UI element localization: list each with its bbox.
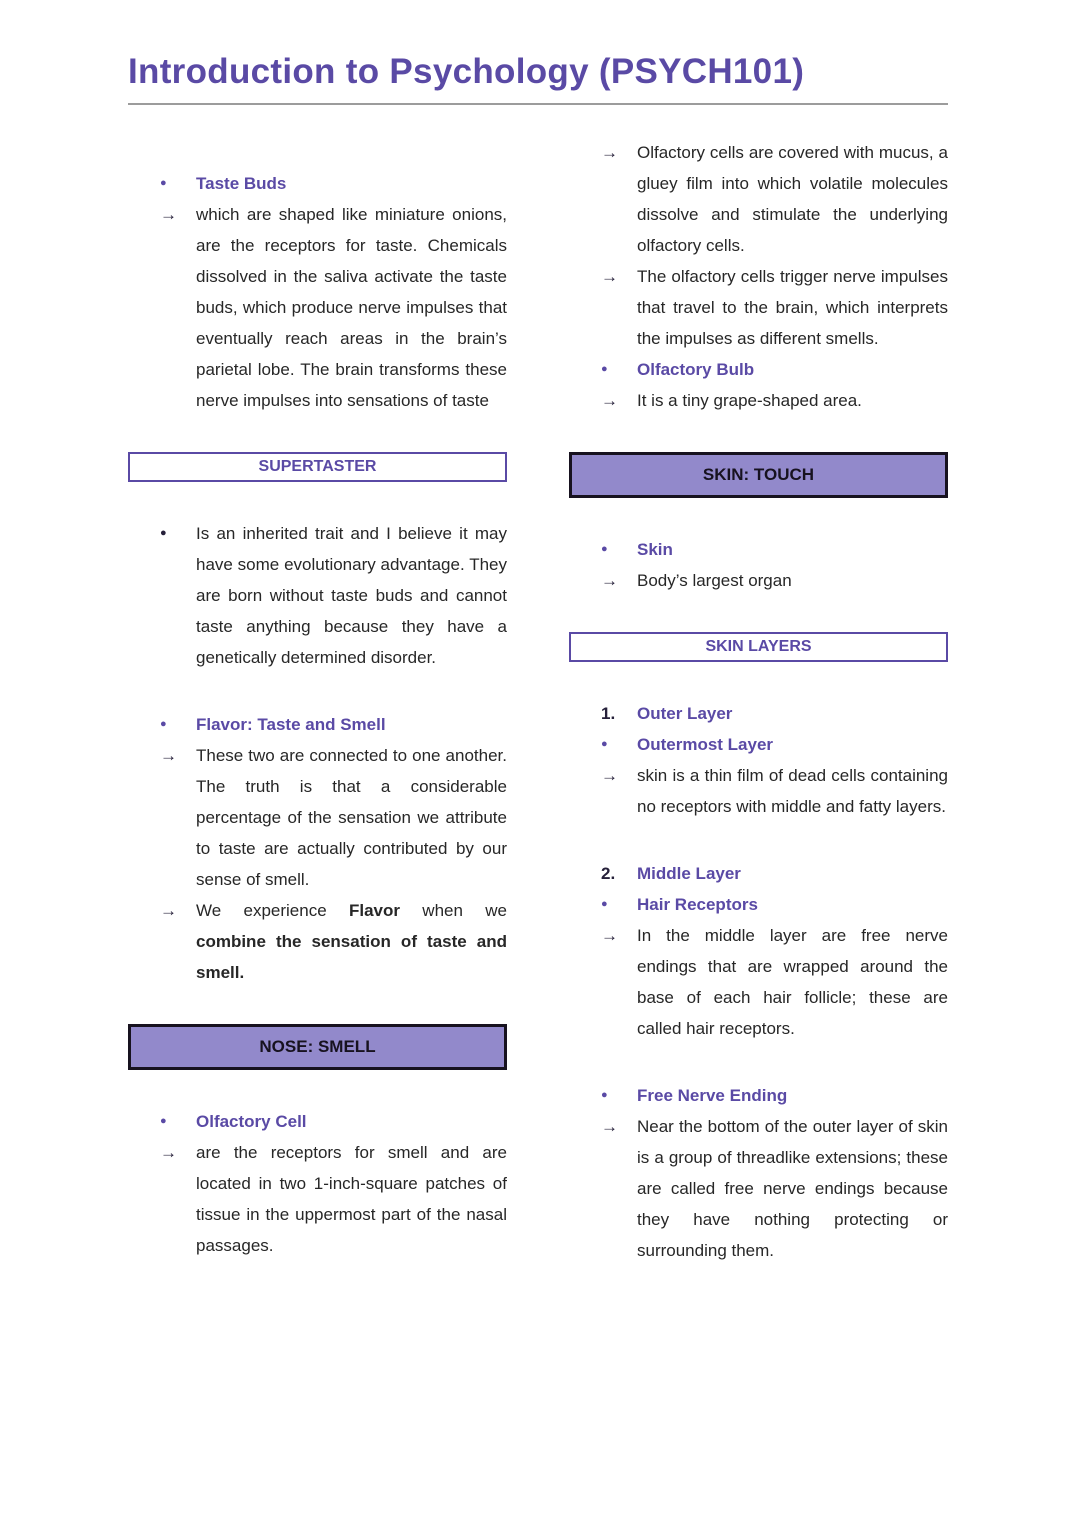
- item-heading-text: Flavor: Taste and Smell: [196, 715, 386, 734]
- content-group: [569, 452, 948, 498]
- item-heading-text: Hair Receptors: [637, 895, 758, 914]
- arrow-item: [569, 137, 948, 261]
- number-label: 2.: [601, 864, 616, 883]
- content-group: [569, 534, 948, 596]
- arrow-item: [569, 261, 948, 354]
- arrow-icon: →: [601, 267, 618, 286]
- content-group: [128, 709, 507, 988]
- arrow-icon: →: [160, 901, 177, 920]
- item-heading-text: Olfactory Bulb: [637, 360, 755, 379]
- bullet-heading-item: [128, 1106, 507, 1137]
- arrow-icon: →: [601, 143, 618, 162]
- bullet-heading-item: [569, 729, 948, 760]
- content-group: [128, 1024, 507, 1070]
- bullet-plain-item: [128, 518, 507, 673]
- arrow-icon: →: [160, 746, 177, 765]
- item-body-text: In the middle layer are free nerve endings that are wrapped around the base of each hair follicle; these are called hair receptors.: [637, 926, 948, 1038]
- item-heading-text: Taste Buds: [196, 174, 287, 193]
- numbered-item: [569, 858, 948, 889]
- arrow-icon: →: [160, 205, 177, 224]
- arrow-icon: →: [601, 1117, 618, 1136]
- content-group: [569, 698, 948, 822]
- arrow-item: [128, 1137, 507, 1261]
- bullet-heading-item: [569, 534, 948, 565]
- bullet-icon: ●: [601, 898, 608, 910]
- item-body-text: skin is a thin film of dead cells containing no receptors with middle and fatty layers.: [637, 766, 948, 816]
- arrow-item: [569, 565, 948, 596]
- item-body-text: Near the bottom of the outer layer of skin is a group of threadlike extensions; these are called free nerve endings because they have nothing protecting or surrounding them.: [637, 1117, 948, 1260]
- item-heading-text: Middle Layer: [637, 864, 741, 883]
- arrow-item: [128, 895, 507, 988]
- content-group: [128, 168, 507, 416]
- bullet-icon: ●: [601, 738, 608, 750]
- item-heading-text: Outer Layer: [637, 704, 733, 723]
- right-column: [569, 137, 948, 1302]
- content-group: [569, 1080, 948, 1266]
- item-body-text: The olfactory cells trigger nerve impulses that travel to the brain, which interprets the impulses as different smells.: [637, 267, 948, 348]
- content-group: [128, 452, 507, 482]
- bullet-heading-item: [569, 889, 948, 920]
- title-divider: [128, 103, 948, 105]
- section-header-box: SKIN: TOUCH: [569, 452, 948, 498]
- content-group: [128, 1106, 507, 1261]
- item-body-text: [196, 895, 507, 988]
- text-segment: We experience: [196, 901, 349, 920]
- section-header-box: SUPERTASTER: [128, 452, 507, 482]
- text-segment: when we: [400, 901, 507, 920]
- item-body-text: Olfactory cells are covered with mucus, a gluey film into which volatile molecules dissolve and stimulate the underlying olfactory cells.: [637, 143, 948, 255]
- section-header-box: NOSE: SMELL: [128, 1024, 507, 1070]
- item-body-text: It is a tiny grape-shaped area.: [637, 391, 862, 410]
- bullet-icon: ●: [601, 1089, 608, 1101]
- bold-text-segment: combine the sensation of taste and smell.: [196, 932, 507, 982]
- item-heading-text: Outermost Layer: [637, 735, 774, 754]
- item-body-text: Is an inherited trait and I believe it may have some evolutionary advantage. They are born without taste buds and cannot taste anything because they have a genetically determined disorder.: [196, 524, 507, 667]
- section-header-box: SKIN LAYERS: [569, 632, 948, 662]
- bullet-icon: ●: [160, 177, 167, 189]
- bullet-heading-item: [128, 168, 507, 199]
- arrow-item: [569, 385, 948, 416]
- bullet-heading-item: [128, 709, 507, 740]
- bullet-heading-item: [569, 1080, 948, 1111]
- arrow-item: [569, 760, 948, 822]
- bullet-heading-item: [569, 354, 948, 385]
- bullet-icon: ●: [160, 718, 167, 730]
- left-column: [128, 137, 507, 1302]
- bullet-icon: ●: [601, 543, 608, 555]
- item-body-text: are the receptors for smell and are located in two 1-inch-square patches of tissue in the uppermost part of the nasal passages.: [196, 1143, 507, 1255]
- arrow-icon: →: [601, 766, 618, 785]
- arrow-item: [128, 199, 507, 416]
- bold-text-segment: Flavor: [348, 901, 400, 920]
- numbered-item: [569, 698, 948, 729]
- arrow-item: [569, 920, 948, 1044]
- item-heading-text: Free Nerve Ending: [637, 1086, 788, 1105]
- arrow-icon: →: [601, 571, 618, 590]
- content-columns: [128, 137, 948, 1302]
- content-group: [128, 518, 507, 673]
- arrow-icon: →: [160, 1143, 177, 1162]
- arrow-icon: →: [601, 926, 618, 945]
- item-body-text: which are shaped like miniature onions, are the receptors for taste. Chemicals dissolved in the saliva activate the taste buds, which produce nerve impulses that eventually reach areas in the brain’s parietal lobe. The brain transforms these nerve impulses into sensations of taste: [196, 205, 507, 410]
- page-title: Introduction to Psychology (PSYCH101): [128, 52, 805, 91]
- item-body-text: Body’s largest organ: [637, 571, 792, 590]
- item-body-text: These two are connected to one another. The truth is that a considerable percentage of the sensation we attribute to taste are actually contributed by our sense of smell.: [196, 746, 507, 889]
- content-group: [569, 632, 948, 662]
- number-label: 1.: [601, 704, 616, 723]
- bullet-icon: ●: [160, 527, 167, 539]
- bullet-icon: ●: [601, 363, 608, 375]
- item-heading-text: Skin: [637, 540, 673, 559]
- content-group: [569, 858, 948, 1044]
- arrow-item: [569, 1111, 948, 1266]
- arrow-item: [128, 740, 507, 895]
- arrow-icon: →: [601, 391, 618, 410]
- bullet-icon: ●: [160, 1115, 167, 1127]
- item-heading-text: Olfactory Cell: [196, 1112, 307, 1131]
- content-group: [569, 137, 948, 416]
